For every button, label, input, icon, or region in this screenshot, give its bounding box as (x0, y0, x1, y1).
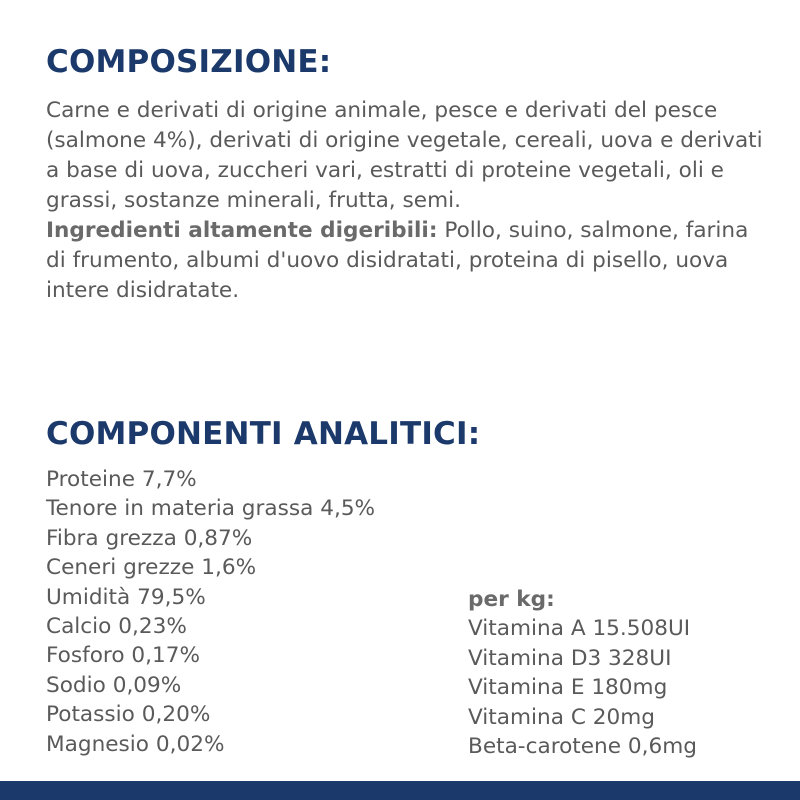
vitamins-list (468, 614, 697, 761)
analytic-item-protein: Proteine 7,7% (46, 467, 197, 492)
vitamin-item-c: Vitamina C 20mg (468, 704, 655, 730)
analytical-components-list (46, 465, 375, 759)
analytic-item-potassium: Potassio 0,20% (46, 702, 211, 728)
composition-heading: COMPOSIZIONE: (46, 44, 332, 80)
footer-bar (0, 781, 800, 800)
analytical-components-heading: COMPONENTI ANALITICI: (46, 416, 481, 452)
analytic-item-moisture: Umidità 79,5% (46, 584, 206, 610)
digestible-ingredients-text: Pollo, suino, salmone, farina di frumento, albumi d'uovo disidratati, proteina di pisello, uova intere disidratate. (46, 218, 749, 303)
composition-text: Carne e derivati di origine animale, pesce e derivati del pesce (salmone 4%), derivati di origine vegetale, cereali, uova e derivati a base di uova, zuccheri vari, estratti di proteine vegetali, oli e grassi, sostanze minerali, frutta, semi. (46, 98, 763, 213)
vitamin-item-beta-carotene: Beta-carotene 0,6mg (468, 734, 697, 760)
analytic-item-ash: Ceneri grezze 1,6% (46, 555, 257, 581)
analytic-item-magnesium: Magnesio 0,02% (46, 731, 225, 757)
analytic-item-sodium: Sodio 0,09% (46, 672, 182, 698)
analytic-item-calcium: Calcio 0,23% (46, 614, 187, 640)
analytic-item-phosphorus: Fosforo 0,17% (46, 643, 201, 669)
composition-paragraph (46, 96, 766, 306)
vitamins-per-kg-block (468, 585, 697, 761)
vitamin-item-e: Vitamina E 180mg (468, 675, 668, 701)
vitamin-item-a: Vitamina A 15.508UI (468, 616, 691, 642)
analytic-item-fat: Tenore in materia grassa 4,5% (46, 496, 376, 522)
per-kg-label: per kg: (468, 587, 555, 612)
vitamin-item-d3: Vitamina D3 328UI (468, 645, 672, 671)
analytic-item-fiber: Fibra grezza 0,87% (46, 525, 253, 551)
digestible-ingredients-label: Ingredienti altamente digeribili: (46, 218, 438, 243)
